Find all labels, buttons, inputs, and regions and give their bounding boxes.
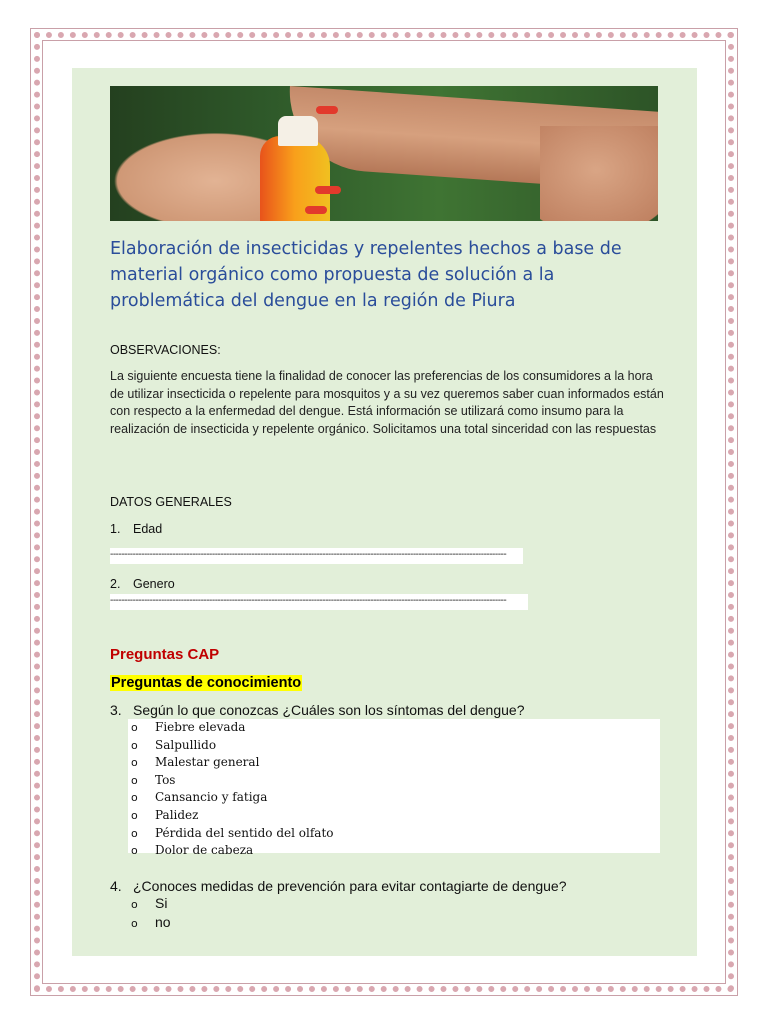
question-edad bbox=[110, 522, 162, 536]
hero-nail bbox=[305, 206, 327, 214]
preguntas-conocimiento-heading: Preguntas de conocimiento bbox=[111, 675, 302, 691]
hero-nail bbox=[316, 106, 338, 114]
datos-generales-heading: DATOS GENERALES bbox=[110, 495, 232, 509]
option-label: Dolor de cabeza bbox=[155, 843, 254, 858]
question-number: 2. bbox=[110, 577, 121, 591]
answer-line-genero[interactable]: -------------------------------------------------------------------------------------------------------------------------------------------- bbox=[110, 594, 528, 610]
question-label: Según lo que conozcas ¿Cuáles son los síntomas del dengue? bbox=[133, 702, 525, 718]
answer-line-edad[interactable]: -------------------------------------------------------------------------------------------------------------------------------------------- bbox=[110, 548, 523, 564]
option-bullet-icon[interactable]: o bbox=[131, 808, 138, 822]
option-label: Malestar general bbox=[155, 755, 260, 770]
observaciones-label: OBSERVACIONES: bbox=[110, 343, 221, 357]
question-label: ¿Conoces medidas de prevención para evitar contagiarte de dengue? bbox=[133, 878, 567, 894]
hero-nail bbox=[315, 186, 341, 194]
option-label: no bbox=[155, 913, 171, 930]
option-bullet-icon[interactable]: o bbox=[131, 773, 138, 787]
question-prevencion bbox=[110, 878, 567, 894]
option-item[interactable] bbox=[128, 842, 660, 860]
hero-elbow bbox=[540, 126, 658, 221]
question-label: Genero bbox=[133, 577, 175, 591]
option-label: Fiebre elevada bbox=[155, 720, 246, 734]
question-number: 4. bbox=[110, 878, 122, 894]
option-item[interactable] bbox=[128, 807, 660, 825]
observaciones-text: La siguiente encuesta tiene la finalidad de conocer las preferencias de los consumidores a la hora de utilizar insecticida o repelente para mosquitos y a su vez queremos saber cuan informados están con respecto a la enfermedad del dengue. Está información se utilizará como insumo para la realización de insecticida y repelente orgánico. Solicitamos una total sinceridad con las respuestas bbox=[110, 369, 664, 436]
option-item[interactable] bbox=[128, 754, 660, 772]
option-label: Tos bbox=[155, 772, 176, 787]
sintomas-options-list bbox=[128, 719, 660, 858]
option-item[interactable] bbox=[128, 737, 660, 755]
option-item[interactable] bbox=[131, 895, 171, 914]
option-bullet-icon[interactable]: o bbox=[131, 826, 138, 840]
question-number: 3. bbox=[110, 702, 122, 718]
option-bullet-icon[interactable]: o bbox=[131, 898, 138, 911]
option-bullet-icon[interactable]: o bbox=[131, 844, 138, 858]
option-label: Si bbox=[155, 895, 168, 911]
option-bullet-icon[interactable]: o bbox=[131, 756, 138, 770]
option-item[interactable] bbox=[128, 825, 660, 843]
option-item[interactable] bbox=[128, 772, 660, 790]
option-bullet-icon[interactable]: o bbox=[131, 721, 138, 734]
option-label: Palidez bbox=[155, 807, 199, 822]
option-item[interactable] bbox=[128, 719, 660, 737]
question-label: Edad bbox=[133, 522, 163, 536]
option-label: Cansancio y fatiga bbox=[155, 790, 268, 805]
option-label: Salpullido bbox=[155, 737, 217, 752]
hero-image-spray-repellent bbox=[110, 86, 658, 221]
preguntas-cap-heading: Preguntas CAP bbox=[110, 646, 220, 663]
option-item[interactable] bbox=[128, 789, 660, 807]
question-number: 1. bbox=[110, 522, 121, 536]
prevencion-options-list bbox=[131, 895, 171, 932]
option-item[interactable] bbox=[131, 914, 171, 933]
option-bullet-icon[interactable]: o bbox=[131, 916, 138, 930]
question-sintomas bbox=[110, 702, 524, 718]
option-label: Pérdida del sentido del olfato bbox=[155, 825, 334, 840]
option-bullet-icon[interactable]: o bbox=[131, 738, 138, 752]
hero-bottle-cap bbox=[278, 116, 318, 146]
question-genero bbox=[110, 577, 175, 591]
option-bullet-icon[interactable]: o bbox=[131, 791, 138, 805]
document-title: Elaboración de insecticidas y repelentes hechos a base de material orgánico como propuesta de solución a la problemática del dengue en la región de Piura bbox=[110, 239, 622, 311]
